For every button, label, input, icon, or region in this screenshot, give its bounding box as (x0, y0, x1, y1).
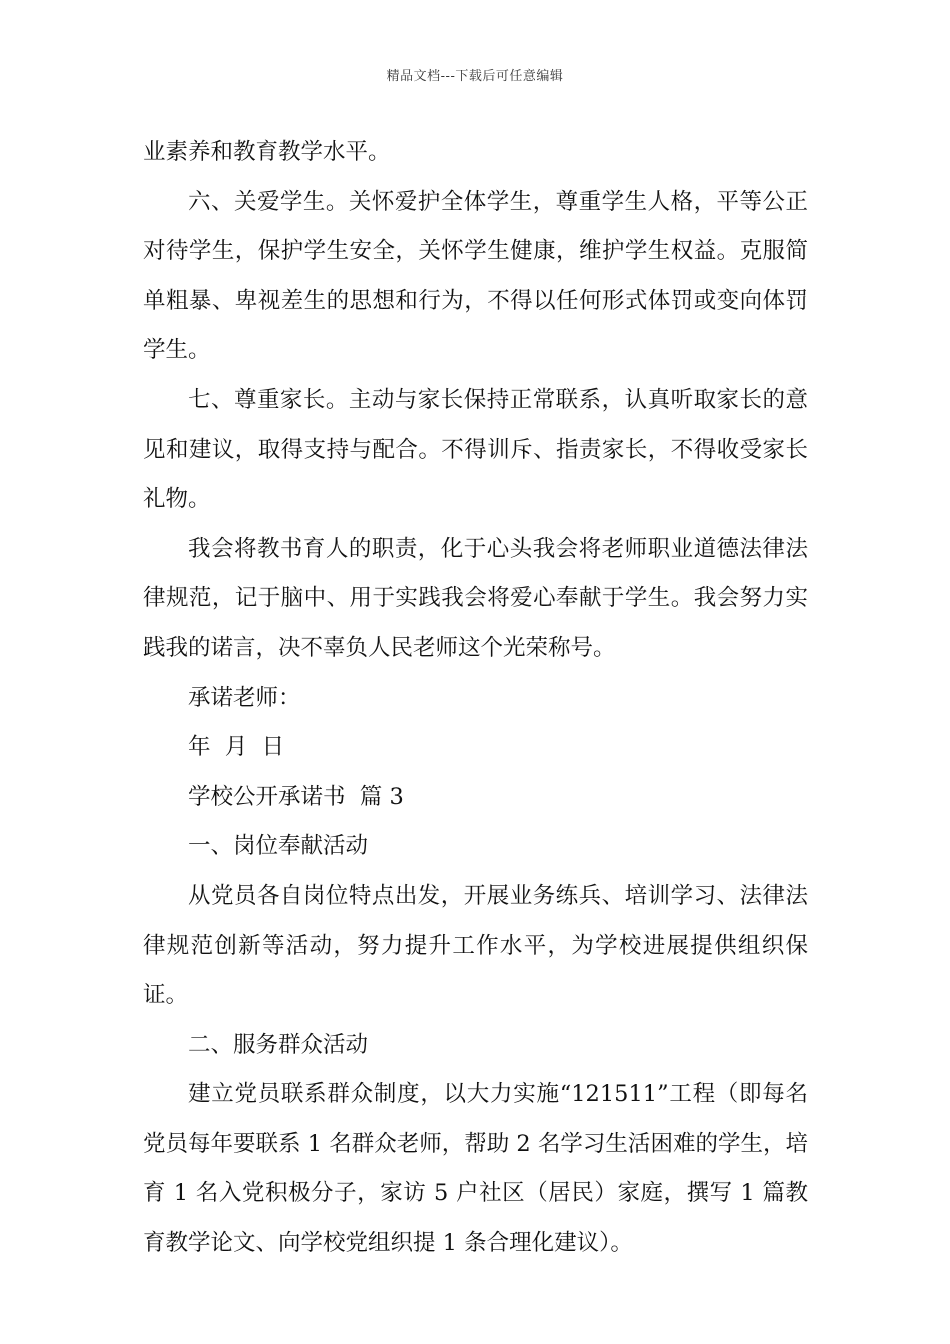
heading-post-dedication: 一、岗位奉献活动 (188, 833, 369, 860)
document-body (143, 128, 808, 1269)
signature-label: 承诺老师： (188, 684, 301, 711)
section-title: 学校公开承诺书 篇 3 (188, 783, 404, 810)
heading-serve-masses: 二、服务群众活动 (188, 1031, 369, 1058)
date-line: 年 月 日 (188, 734, 285, 761)
paragraph-care-students: 六、关爱学生。关怀爱护全体学生，尊重学生人格，平等公正对待学生，保护学生安全，关怀学生健康，维护学生权益。克服简单粗暴、卑视差生的思想和行为，不得以任何形式体罚或变向体罚学生。 (143, 188, 808, 364)
paragraph-post-dedication: 从党员各自岗位特点出发，开展业务练兵、培训学习、法律法律规范创新等活动，努力提升工作水平，为学校进展提供组织保证。 (143, 882, 808, 1009)
page-header: 精品文档---下载后可任意编辑 (386, 69, 564, 84)
paragraph-respect-parents: 七、尊重家长。主动与家长保持正常联系，认真听取家长的意见和建议，取得支持与配合。不得训斥、指责家长，不得收受家长礼物。 (143, 386, 808, 513)
paragraph-pledge: 我会将教书育人的职责，化于心头我会将老师职业道德法律法律规范，记于脑中、用于实践我会将爱心奉献于学生。我会努力实践我的诺言，决不辜负人民老师这个光荣称号。 (143, 535, 808, 661)
paragraph-continuation: 业素养和教育教学水平。 (143, 139, 391, 165)
paragraph-serve-masses: 建立党员联系群众制度，以大力实施“121511”工程（即每名党员每年要联系 1 名群众老师，帮助 2 名学习生活困难的学生，培育 1 名入党积极分子，家访 5 户社区（居民）家庭，撰写 1 篇教育教学论文、向学校党组织提 1 条合理化建议）。 (143, 1081, 808, 1257)
